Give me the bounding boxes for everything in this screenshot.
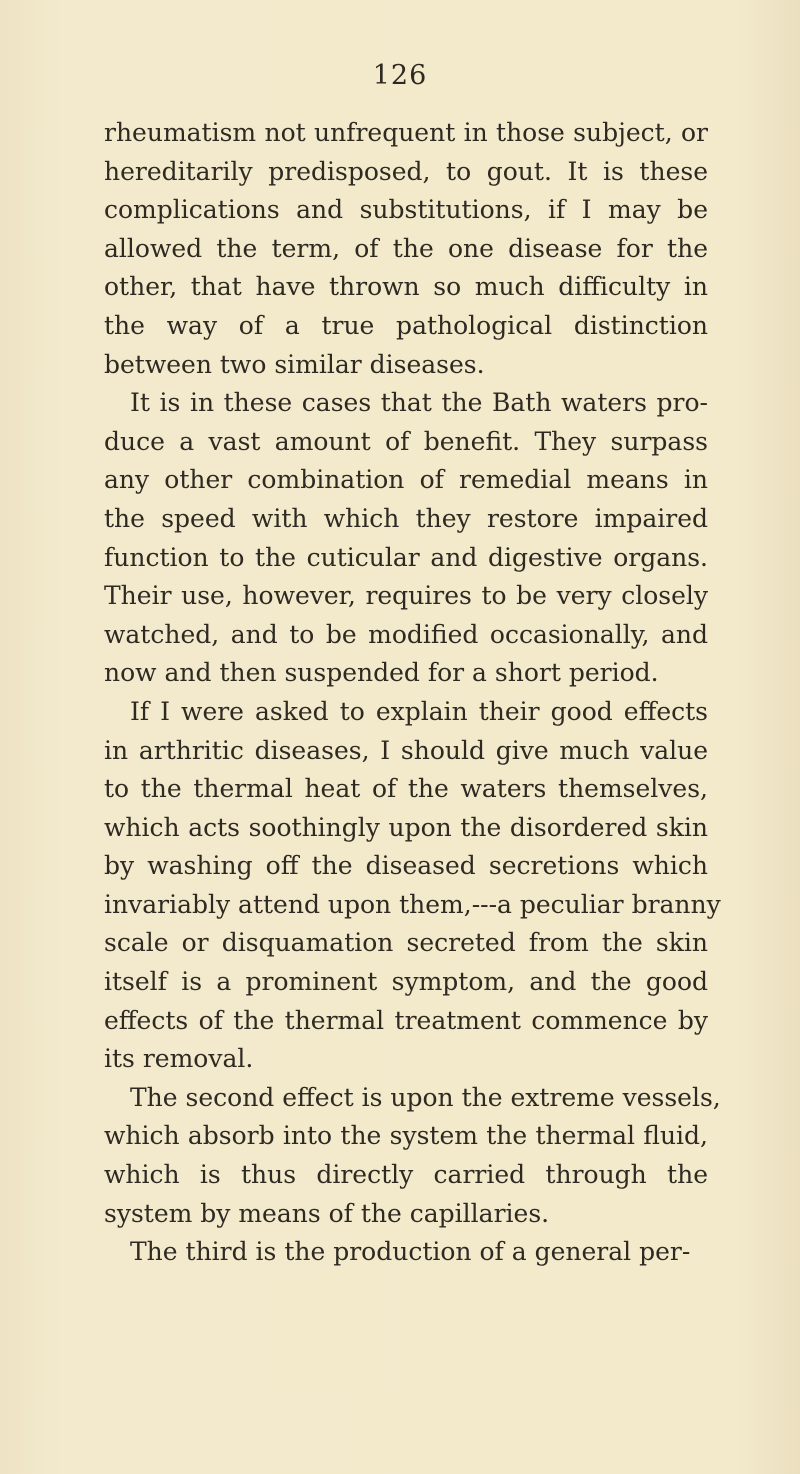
text-line: hereditarily predisposed, to gout. It is these — [104, 156, 708, 186]
text-line: rheumatism not unfrequent in those subject, or — [104, 118, 708, 147]
text-line: in arthritic diseases, I should give much value — [104, 735, 708, 765]
text-line: Their use, however, requires to be very closely — [104, 581, 708, 611]
text-line: duce a vast amount of benefit. They surpass — [104, 426, 708, 456]
text-line: to the thermal heat of the waters themselves, — [104, 774, 708, 804]
text-line: by washing off the diseased secretions which — [104, 851, 708, 881]
text-line: any other combination of remedial means in — [104, 465, 708, 495]
text-line: watched, and to be modified occasionally, and — [104, 619, 708, 649]
text-line: its removal. — [104, 1044, 254, 1074]
text-line: If I were asked to explain their good effects — [130, 696, 708, 726]
text-line: scale or disquamation secreted from the skin — [104, 928, 708, 958]
text-line: now and then suspended for a short period. — [104, 658, 659, 688]
body-text — [104, 114, 721, 1272]
text-line: which absorb into the system the thermal fluid, — [104, 1121, 708, 1151]
text-line: complications and substitutions, if I may be — [104, 195, 708, 225]
text-line: itself is a prominent symptom, and the good — [104, 967, 708, 997]
text-line: function to the cuticular and digestive organs. — [104, 542, 708, 572]
text-line: effects of the thermal treatment commence by — [104, 1005, 708, 1035]
text-line: The second effect is upon the extreme vessels, — [130, 1082, 721, 1112]
text-line: The third is the production of a general per- — [130, 1237, 691, 1267]
text-line: allowed the term, of the one disease for the — [104, 233, 708, 263]
page-number: 126 — [372, 60, 428, 91]
text-line: invariably attend upon them,---a peculiar branny — [104, 889, 721, 919]
text-line: system by means of the capillaries. — [104, 1198, 550, 1228]
text-line: the speed with which they restore impaired — [104, 503, 708, 533]
text-line: It is in these cases that the Bath waters pro- — [130, 388, 708, 418]
text-line: other, that have thrown so much difficulty in — [104, 272, 708, 302]
text-line: the way of a true pathological distinction — [104, 310, 708, 340]
text-line: which is thus directly carried through the — [104, 1160, 708, 1190]
text-line: which acts soothingly upon the disordered skin — [104, 812, 708, 842]
text-line: between two similar diseases. — [104, 349, 485, 379]
